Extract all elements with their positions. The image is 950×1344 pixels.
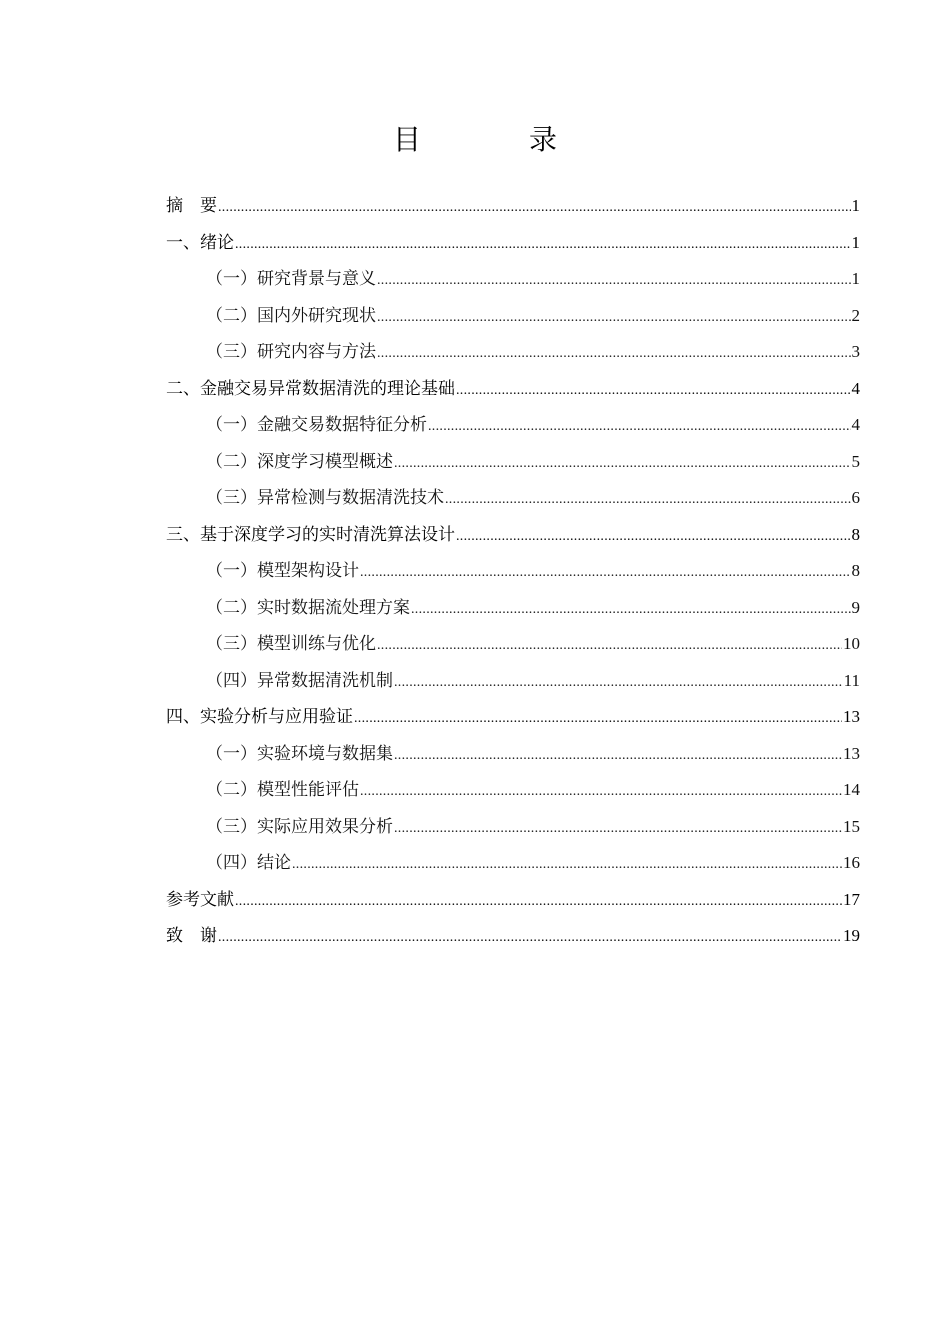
- toc-entry-label: （一）金融交易数据特征分析: [206, 415, 427, 435]
- toc-entry-page-number: 1: [851, 196, 860, 215]
- toc-leader-dots: [377, 263, 851, 300]
- toc-entry[interactable]: [166, 517, 860, 554]
- toc-entry[interactable]: [166, 736, 860, 773]
- toc-entry-page-number: 13: [843, 707, 860, 726]
- toc-entry-page-number: 3: [851, 342, 860, 361]
- toc-leader-dots: [456, 519, 851, 556]
- toc-entry-page-number: 5: [851, 451, 860, 471]
- toc-entry-label: （三）实际应用效果分析: [206, 816, 393, 837]
- toc-entry[interactable]: [166, 626, 860, 663]
- toc-entry[interactable]: [166, 809, 860, 846]
- toc-entry-page-number: 16: [843, 853, 860, 872]
- toc-leader-dots: [360, 774, 842, 811]
- toc-entry-label: （二）国内外研究现状: [206, 305, 376, 326]
- toc-entry-page-number: 14: [843, 780, 860, 799]
- toc-entry-label: （二）模型性能评估: [206, 780, 359, 800]
- toc-leader-dots: [377, 628, 842, 665]
- toc-entry-label: 三、基于深度学习的实时清洗算法设计: [166, 524, 455, 545]
- toc-entry-page-number: 17: [843, 889, 860, 909]
- toc-leader-dots: [394, 446, 851, 483]
- toc-leader-dots: [360, 555, 851, 592]
- toc-entry-page-number: 1: [851, 232, 860, 252]
- toc-entry-page-number: 4: [851, 415, 860, 434]
- toc-entry-page-number: 8: [851, 524, 860, 544]
- toc-leader-dots: [377, 336, 851, 373]
- toc-entry[interactable]: [166, 407, 860, 444]
- toc-entry-label: （一）研究背景与意义: [206, 269, 376, 289]
- toc-entry[interactable]: [166, 663, 860, 700]
- toc-entry-label: （四）异常数据清洗机制: [206, 670, 393, 691]
- toc-leader-dots: [354, 701, 842, 738]
- toc-entry[interactable]: [166, 188, 860, 225]
- toc-leader-dots: [456, 373, 851, 410]
- toc-entry-page-number: 8: [851, 561, 860, 580]
- toc-entry-page-number: 13: [843, 743, 860, 763]
- toc-entry-page-number: 1: [851, 269, 860, 288]
- toc-leader-dots: [235, 227, 851, 264]
- toc-leader-dots: [411, 592, 851, 629]
- toc-entry-page-number: 9: [851, 597, 860, 617]
- toc-leader-dots: [292, 847, 842, 884]
- toc-leader-dots: [235, 884, 842, 921]
- toc-entry-label: （三）异常检测与数据清洗技术: [206, 488, 444, 508]
- toc-leader-dots: [394, 811, 842, 848]
- toc-leader-dots: [218, 920, 842, 957]
- toc-entry[interactable]: [166, 371, 860, 408]
- toc-entry[interactable]: [166, 772, 860, 809]
- toc-entry[interactable]: [166, 334, 860, 371]
- toc-entry[interactable]: [166, 298, 860, 335]
- toc-entry-label: （一）实验环境与数据集: [206, 743, 393, 764]
- toc-leader-dots: [377, 300, 851, 337]
- toc-entry-label: （三）模型训练与优化: [206, 634, 376, 654]
- toc-leader-dots: [428, 409, 851, 446]
- table-of-contents: [166, 188, 860, 955]
- toc-leader-dots: [394, 738, 842, 775]
- toc-leader-dots: [218, 190, 851, 227]
- toc-entry[interactable]: [166, 480, 860, 517]
- toc-entry-page-number: 15: [843, 816, 860, 836]
- toc-entry-page-number: 19: [843, 926, 860, 945]
- toc-entry-page-number: 4: [851, 378, 860, 398]
- toc-leader-dots: [445, 482, 851, 519]
- toc-entry-label: （一）模型架构设计: [206, 561, 359, 581]
- toc-entry[interactable]: [166, 590, 860, 627]
- toc-entry[interactable]: [166, 261, 860, 298]
- toc-entry-label: 致 谢: [166, 926, 217, 946]
- toc-entry[interactable]: [166, 699, 860, 736]
- toc-entry-page-number: 6: [851, 488, 860, 507]
- toc-entry[interactable]: [166, 553, 860, 590]
- toc-entry-page-number: 10: [843, 634, 860, 653]
- toc-entry-label: （二）实时数据流处理方案: [206, 597, 410, 618]
- toc-entry-label: 摘 要: [166, 196, 217, 216]
- toc-entry[interactable]: [166, 444, 860, 481]
- toc-entry[interactable]: [166, 225, 860, 262]
- toc-entry-page-number: 11: [843, 670, 860, 690]
- toc-entry-label: （三）研究内容与方法: [206, 342, 376, 362]
- toc-entry-page-number: 2: [851, 305, 860, 325]
- toc-entry-label: 二、金融交易异常数据清洗的理论基础: [166, 378, 455, 399]
- toc-entry[interactable]: [166, 918, 860, 955]
- toc-leader-dots: [394, 665, 843, 702]
- toc-entry-label: （二）深度学习模型概述: [206, 451, 393, 472]
- page-title: 目 录: [392, 123, 597, 156]
- toc-entry-label: 参考文献: [166, 889, 234, 910]
- toc-entry-label: 四、实验分析与应用验证: [166, 707, 353, 727]
- toc-entry-label: 一、绪论: [166, 232, 234, 253]
- toc-entry-label: （四）结论: [206, 853, 291, 873]
- toc-entry[interactable]: [166, 845, 860, 882]
- toc-entry[interactable]: [166, 882, 860, 919]
